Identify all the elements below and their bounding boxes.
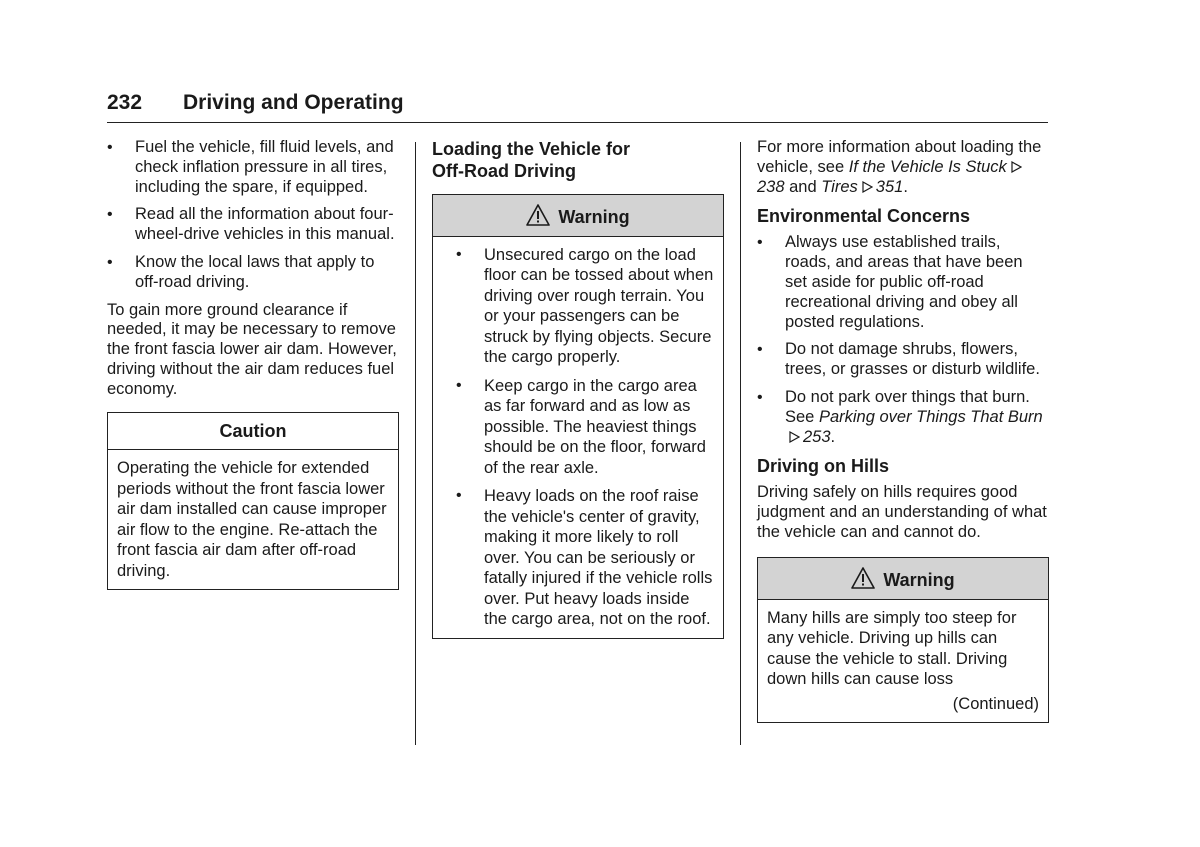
column-divider — [415, 142, 416, 745]
continued-label: (Continued) — [952, 694, 1039, 713]
list-item: • Do not damage shrubs, flowers, trees, or grasses or disturb wildlife. — [757, 340, 1049, 380]
loading-reference-paragraph: For more information about loading the vehicle, see If the Vehicle Is Stuck238 and Tires 351. — [757, 138, 1042, 196]
list-item: • Know the local laws that apply to off-road driving. — [107, 253, 399, 293]
bullet-text: Do not park over things that burn. See — [785, 387, 1030, 426]
loading-heading: Loading the Vehicle for Off-Road Driving — [432, 139, 631, 181]
warning-text: Many hills are simply too steep for any vehicle. Driving up hills can cause the vehicle to stall. Driving down hills can cause loss — [767, 608, 1017, 689]
warning-body — [433, 237, 723, 638]
warning-triangle-icon — [526, 204, 550, 226]
warning-title: Warning — [558, 207, 630, 227]
page-reference-icon — [861, 181, 873, 193]
list-item: • Keep cargo in the cargo area as far forward and as low as possible. The heaviest things should be on the floor, forward of the rear axle. — [442, 376, 714, 479]
reference-page: 351 — [875, 177, 904, 196]
warning-bullet-list — [442, 245, 714, 630]
warning-box-cargo — [432, 194, 724, 639]
air-dam-paragraph: To gain more ground clearance if needed, it may be necessary to remove the front fascia lower air dam. However, driving without the air dam reduces fuel economy. — [107, 300, 397, 398]
reference-link[interactable]: If the Vehicle Is Stuck — [848, 157, 1007, 176]
intro-text: For more information about loading the vehicle, see — [757, 138, 1042, 176]
list-item: • Always use established trails, roads, and areas that have been set aside for public off-road recreational driving and obey all posted regulations. — [757, 233, 1049, 332]
caution-title: Caution — [108, 413, 398, 451]
list-item: • Fuel the vehicle, fill fluid levels, and check inflation pressure in all tires, including the spare, if equipped. — [107, 138, 399, 197]
caution-box — [107, 412, 399, 591]
section-title: Driving and Operating — [183, 91, 404, 114]
list-item: • Read all the information about four-wheel-drive vehicles in this manual. — [107, 205, 399, 245]
warning-title: Warning — [883, 569, 955, 590]
column-3 — [757, 138, 1049, 723]
warning-header — [433, 195, 723, 237]
environmental-heading: Environmental Concerns — [757, 206, 971, 227]
warning-box-hills — [757, 557, 1049, 723]
reference-page: 253 — [803, 427, 831, 446]
warning-triangle-icon — [851, 567, 875, 589]
warning-body — [758, 600, 1048, 723]
and-text: and — [789, 177, 817, 196]
environmental-bullet-list — [757, 233, 1049, 447]
hills-heading: Driving on Hills — [757, 456, 890, 477]
page-number: 232 — [107, 91, 143, 114]
reference-page: 238 — [757, 177, 785, 196]
list-item: • Do not park over things that burn. See Parking over Things That Burn253. — [757, 388, 1049, 447]
hills-paragraph: Driving safely on hills requires good judgment and an understanding of what the vehicle can and cannot do. — [757, 483, 1047, 541]
warning-header — [758, 558, 1048, 600]
page-reference-icon — [1010, 161, 1022, 173]
reference-link[interactable]: Tires — [821, 177, 858, 196]
prep-bullet-list — [107, 138, 399, 293]
list-item: • Unsecured cargo on the load floor can be tossed about when driving over rough terrain. You or your passengers can be struck by flying objects. Secure the cargo properly. — [442, 245, 714, 368]
caution-text: Operating the vehicle for extended periods without the front fascia lower air dam installed can cause improper air flow to the engine. Re-attach the front fascia air dam after off-road driving. — [117, 459, 387, 580]
column-2 — [432, 138, 724, 639]
list-item: • Heavy loads on the roof raise the vehicle's center of gravity, making it more likely to roll over. You can be seriously or fatally injured if the vehicle rolls over. Put heavy loads inside the cargo area, not on the roof. — [442, 486, 714, 630]
page-header — [107, 88, 1048, 123]
page-reference-icon — [788, 431, 800, 443]
column-divider — [740, 142, 741, 745]
reference-link[interactable]: Parking over Things That Burn — [818, 407, 1043, 426]
column-1 — [107, 138, 399, 590]
